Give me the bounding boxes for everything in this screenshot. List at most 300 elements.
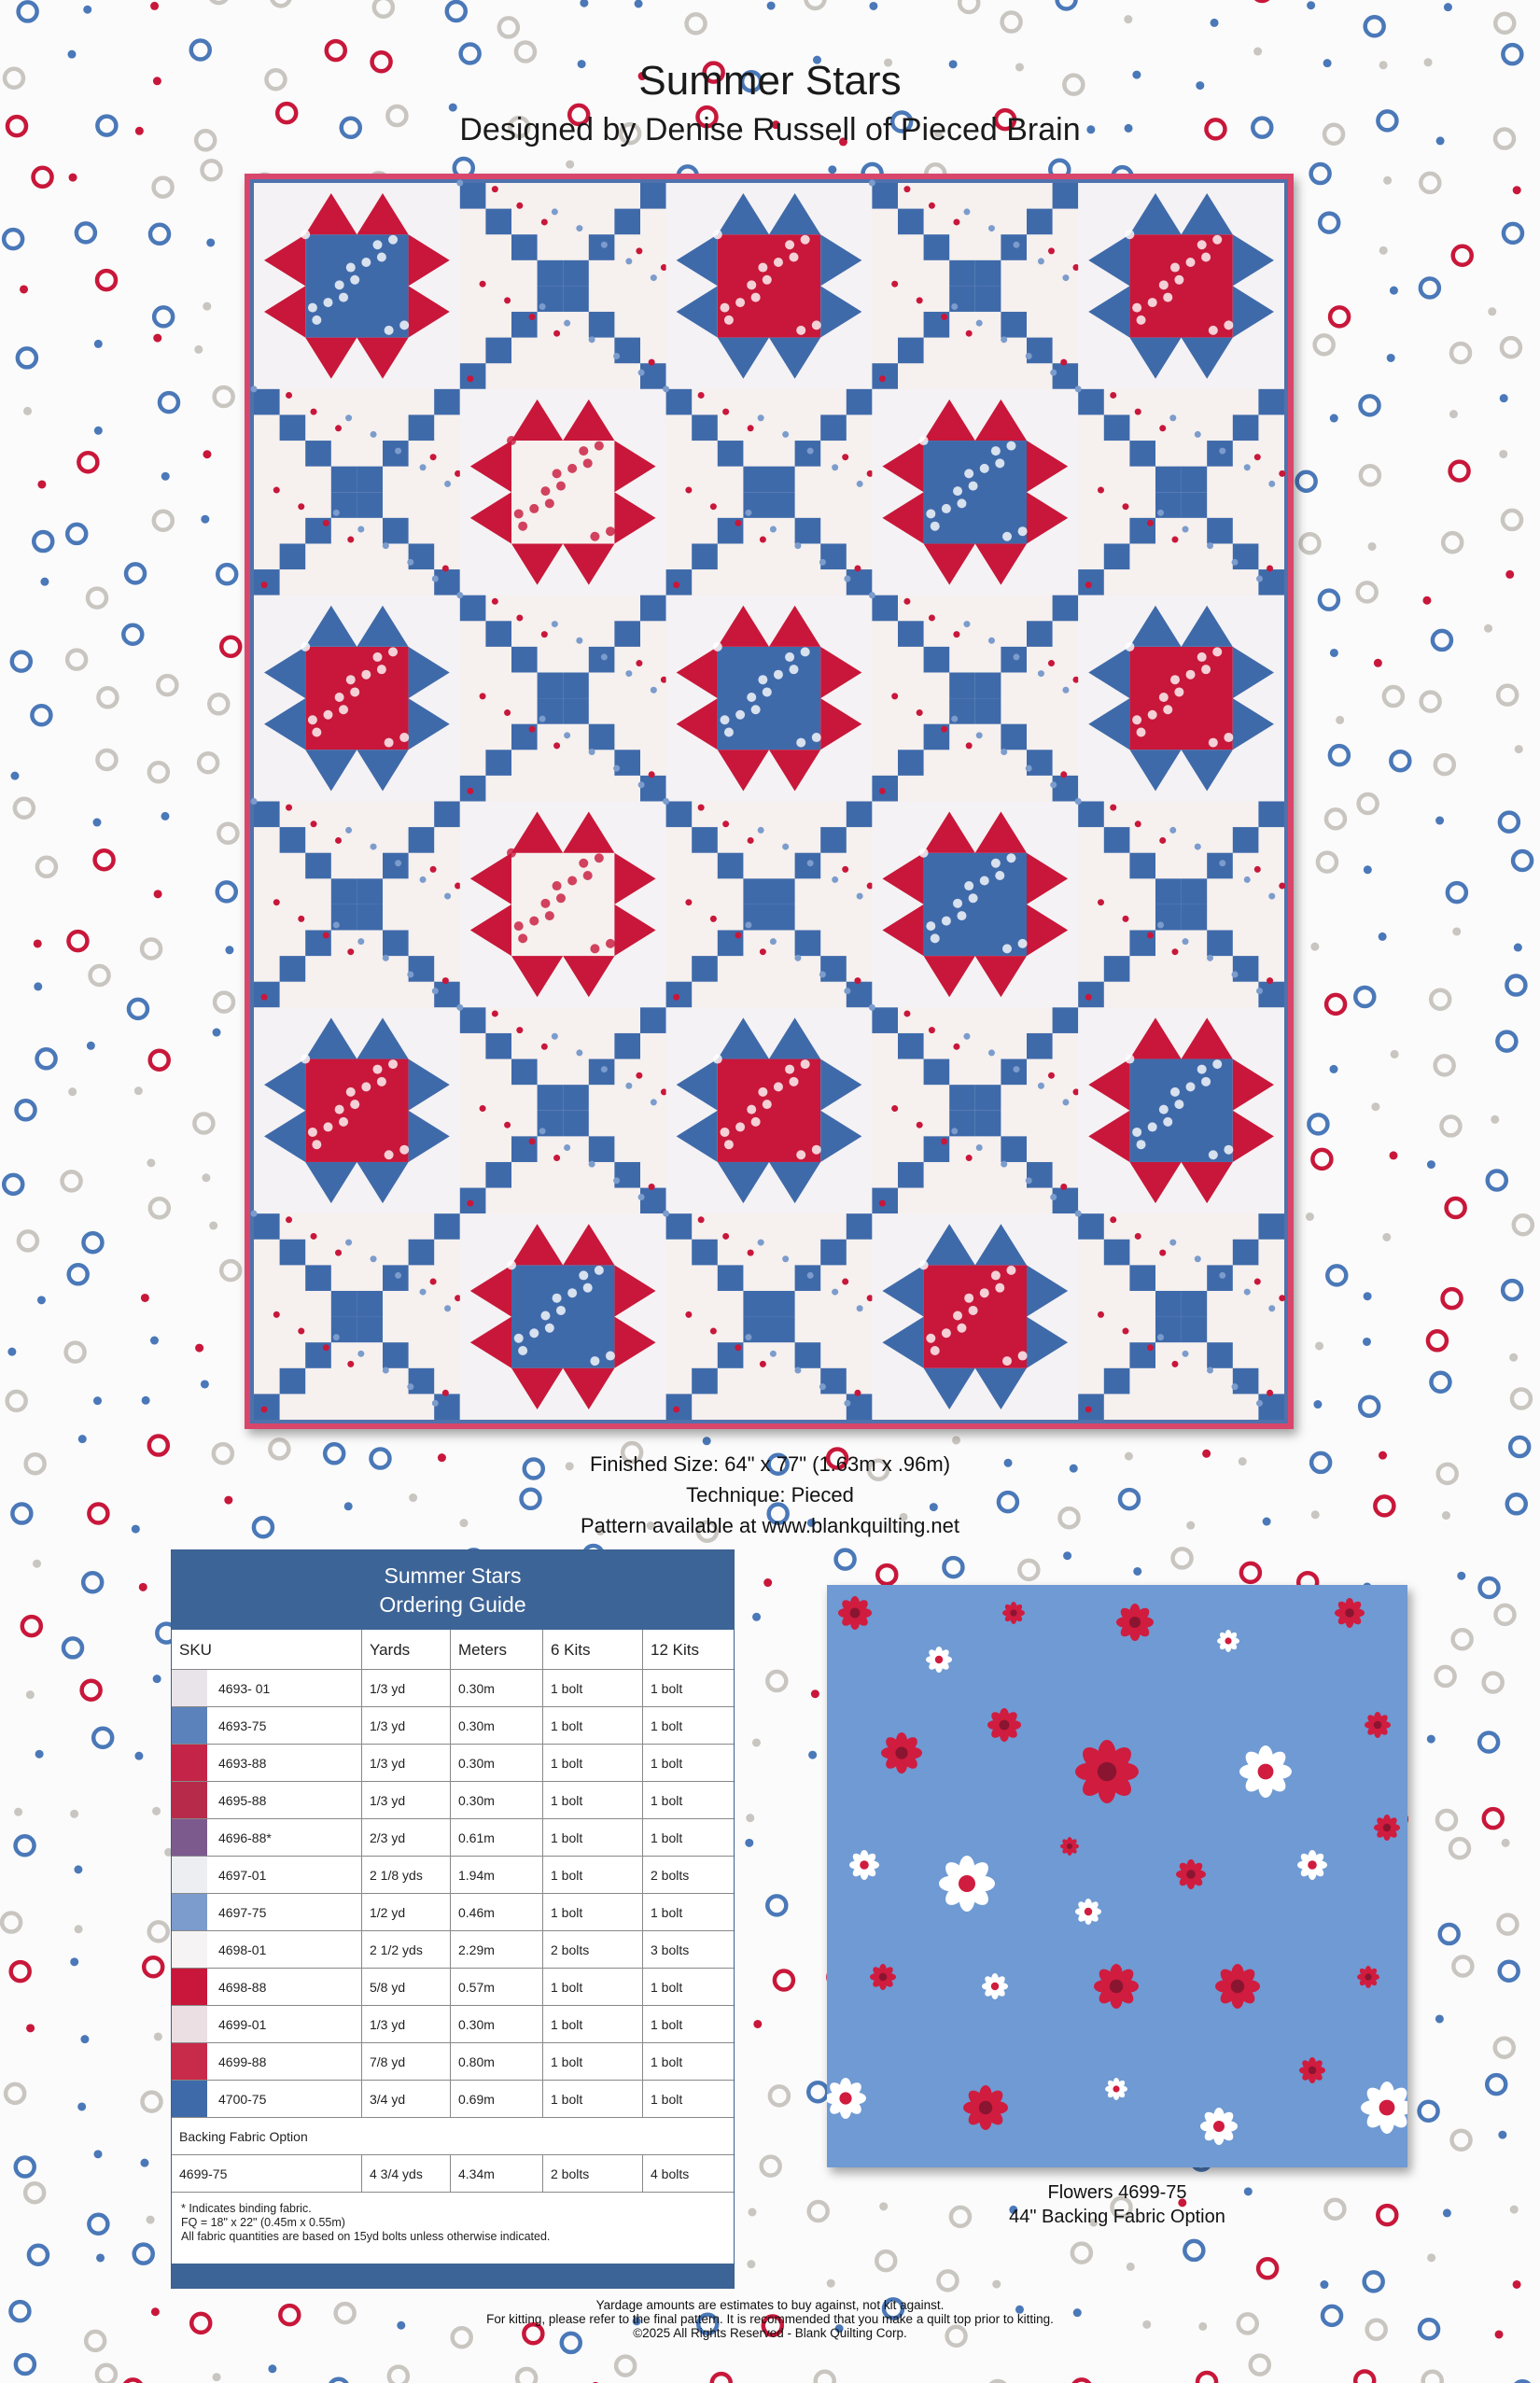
cell-6-kits: 1 bolt xyxy=(543,1894,643,1931)
ring-dot xyxy=(67,651,86,669)
backing-fabric-illustration xyxy=(827,1585,1407,2167)
ring-dot xyxy=(1498,1915,1517,1934)
small-dot xyxy=(153,334,161,343)
chain-square xyxy=(795,1265,821,1291)
chain-square xyxy=(769,467,795,493)
fabric-flower xyxy=(794,955,801,961)
fabric-flower xyxy=(589,336,595,343)
fabric-flower xyxy=(919,1260,929,1269)
fabric-flower xyxy=(1122,916,1128,922)
chain-square xyxy=(820,414,847,441)
ring-dot xyxy=(447,2,466,21)
chain-square xyxy=(409,827,435,853)
fabric-flower xyxy=(758,675,767,684)
fabric-flower xyxy=(1026,353,1032,359)
fabric-swatch xyxy=(172,1782,207,1818)
small-dot xyxy=(201,515,209,524)
fabric-flower xyxy=(1157,922,1164,929)
fabric-flower xyxy=(1050,781,1057,788)
backing-flower xyxy=(1200,2108,1238,2145)
ring-dot xyxy=(1435,1056,1454,1074)
fabric-flower xyxy=(748,1250,754,1256)
sku-text: 4693-75 xyxy=(218,1717,267,1733)
fabric-flower xyxy=(1209,738,1218,748)
chain-square xyxy=(1027,209,1053,235)
fabric-flower xyxy=(1060,1184,1067,1190)
star-block xyxy=(254,183,460,389)
chain-square xyxy=(1258,1213,1284,1240)
fabric-flower xyxy=(606,526,615,536)
fabric-flower xyxy=(1207,1367,1213,1374)
cell-meters: 2.29m xyxy=(451,1931,543,1969)
col-yards: Yards xyxy=(362,1630,451,1670)
fabric-flower xyxy=(812,1145,821,1155)
small-dot xyxy=(150,2,159,10)
fabric-flower xyxy=(1132,1128,1141,1137)
fabric-flower xyxy=(976,732,983,738)
cell-meters: 1.94m xyxy=(451,1857,543,1894)
ring-dot xyxy=(69,1265,88,1283)
ring-dot xyxy=(1184,2241,1203,2260)
fabric-flower xyxy=(529,726,536,733)
fabric-flower xyxy=(1171,537,1178,543)
fabric-flower xyxy=(724,315,734,325)
fabric-flower xyxy=(432,988,439,994)
small-dot xyxy=(154,2032,162,2040)
fabric-flower xyxy=(1050,370,1057,376)
ring-dot xyxy=(142,939,161,958)
fabric-flower xyxy=(1186,258,1196,267)
ring-dot xyxy=(218,824,237,843)
cell-12-kits: 1 bolt xyxy=(643,1670,735,1707)
fabric-flower xyxy=(1013,242,1019,248)
chain-square xyxy=(1027,750,1053,776)
fabric-flower xyxy=(286,392,292,399)
fabric-flower xyxy=(713,230,722,239)
fabric-flower xyxy=(377,1077,386,1086)
cell-yards: 2 1/8 yds xyxy=(362,1857,451,1894)
chain-square xyxy=(280,827,306,853)
ring-dot xyxy=(142,2093,161,2111)
chain-square xyxy=(898,621,924,647)
ring-dot xyxy=(4,230,22,248)
fabric-flower xyxy=(273,899,280,905)
ring-dot xyxy=(63,1638,82,1657)
fabric-flower xyxy=(869,592,875,598)
chain-square xyxy=(254,1394,280,1420)
fabric-flower xyxy=(931,522,940,531)
chain-square xyxy=(975,1085,1001,1111)
small-dot xyxy=(203,302,211,311)
fabric-flower xyxy=(335,837,342,844)
chain-square xyxy=(485,338,511,364)
fabric-flower xyxy=(335,1250,342,1256)
fabric-flower xyxy=(1224,733,1233,742)
fabric-flower xyxy=(361,258,371,267)
fabric-flower xyxy=(1209,1150,1218,1159)
backing-flower xyxy=(1357,1966,1379,1988)
fabric-flower xyxy=(891,281,898,287)
fabric-flower xyxy=(1062,687,1069,694)
fabric-flower xyxy=(312,315,321,325)
fabric-flower xyxy=(842,1279,848,1285)
fabric-flower xyxy=(311,1233,317,1240)
fabric-flower xyxy=(1085,582,1092,588)
fabric-flower xyxy=(372,652,382,662)
fabric-flower xyxy=(745,510,751,516)
small-dot xyxy=(1382,1233,1391,1241)
cell-yards: 1/3 yd xyxy=(362,1782,451,1819)
small-dot xyxy=(1329,1065,1337,1073)
fabric-flower xyxy=(941,726,947,733)
chain-square xyxy=(434,982,460,1008)
fabric-flower xyxy=(514,509,524,518)
chain-square xyxy=(769,1291,795,1317)
fabric-flower xyxy=(388,1059,398,1069)
small-dot xyxy=(161,812,169,820)
ring-dot xyxy=(499,18,518,36)
chain-square xyxy=(1258,1394,1284,1420)
chain-square xyxy=(820,1368,847,1395)
chain-square xyxy=(1258,802,1284,828)
fabric-flower xyxy=(579,1270,588,1280)
fabric-flower xyxy=(1219,860,1225,866)
small-dot xyxy=(1498,2131,1506,2139)
cell-6-kits: 1 bolt xyxy=(543,1707,643,1745)
fabric-flower xyxy=(261,582,268,588)
fabric-flower xyxy=(298,503,304,510)
fabric-flower xyxy=(553,1155,560,1161)
ring-dot xyxy=(1330,746,1349,764)
small-dot xyxy=(93,1396,102,1405)
backing-section-label: Backing Fabric Option xyxy=(172,2118,734,2155)
fabric-flower xyxy=(261,1406,268,1412)
fabric-flower xyxy=(1038,670,1044,677)
fabric-flower xyxy=(1098,1311,1104,1318)
chain-square xyxy=(589,312,615,338)
backing-flower xyxy=(1002,1602,1025,1624)
chain-square xyxy=(1258,982,1284,1008)
chain-square xyxy=(949,672,975,698)
small-dot xyxy=(1457,1572,1465,1580)
fabric-flower xyxy=(638,1194,645,1200)
chain-block xyxy=(251,1211,462,1420)
chain-square xyxy=(924,647,950,673)
ring-dot xyxy=(1360,1397,1379,1416)
fabric-flower xyxy=(1254,454,1261,460)
fabric-flower xyxy=(1110,805,1116,811)
fabric-flower xyxy=(735,932,741,939)
fabric-flower xyxy=(819,559,826,566)
chain-square xyxy=(1001,1136,1027,1162)
cell-12-kits: 1 bolt xyxy=(643,1782,735,1819)
chain-square xyxy=(1104,827,1130,853)
ring-dot xyxy=(712,2374,731,2383)
fabric-flower xyxy=(953,1311,962,1320)
fabric-flower xyxy=(812,320,821,329)
chain-square xyxy=(409,1368,435,1395)
ring-dot xyxy=(1359,794,1378,813)
ring-dot xyxy=(150,1051,169,1070)
fabric-flower xyxy=(539,303,546,310)
fabric-flower xyxy=(917,297,923,303)
backing-flower xyxy=(881,1732,922,1773)
fabric-flower xyxy=(964,881,973,890)
chain-square xyxy=(254,389,280,415)
sku-text: 4696-88* xyxy=(218,1829,272,1845)
fabric-flower xyxy=(903,186,910,192)
fabric-flower xyxy=(579,859,588,868)
star-block xyxy=(666,183,873,389)
ring-dot xyxy=(1514,1215,1533,1234)
fabric-flower xyxy=(929,203,935,209)
ring-dot xyxy=(1384,687,1403,706)
ring-dot xyxy=(1479,1733,1498,1752)
fabric-flower xyxy=(785,652,794,662)
ring-dot xyxy=(98,688,117,707)
fabric-flower xyxy=(1137,728,1146,737)
chain-square xyxy=(666,982,693,1008)
fabric-flower xyxy=(1169,414,1176,421)
fabric-flower xyxy=(713,1055,722,1064)
fabric-flower xyxy=(377,253,386,262)
ring-dot xyxy=(1512,1389,1531,1408)
chain-square xyxy=(357,492,383,518)
fabric-flower xyxy=(698,392,705,399)
chain-square xyxy=(975,260,1001,287)
fabric-flower xyxy=(383,542,389,549)
fabric-flower xyxy=(1125,642,1134,652)
chain-square xyxy=(847,982,873,1008)
ring-dot xyxy=(123,625,142,644)
fabric-flower xyxy=(1135,820,1141,827)
small-dot xyxy=(808,1751,817,1759)
cell-yards: 1/3 yd xyxy=(362,1670,451,1707)
sku-text: 4697-01 xyxy=(218,1867,267,1883)
chain-square xyxy=(1027,621,1053,647)
fabric-flower xyxy=(760,537,766,543)
chain-square xyxy=(357,904,383,931)
ring-dot xyxy=(1484,1809,1503,1828)
col-sku: SKU xyxy=(172,1630,362,1670)
fabric-flower xyxy=(323,1344,329,1351)
backing-flower xyxy=(1217,1630,1239,1652)
chain-square xyxy=(872,363,898,389)
fabric-flower xyxy=(713,642,722,652)
fabric-flower xyxy=(854,565,861,571)
fabric-flower xyxy=(963,621,970,627)
chain-square xyxy=(485,750,511,776)
small-dot xyxy=(154,890,162,898)
chain-square xyxy=(589,1059,615,1086)
fabric-flower xyxy=(625,258,632,264)
small-dot xyxy=(1427,2253,1435,2262)
chain-square xyxy=(254,982,280,1008)
small-dot xyxy=(1364,1292,1372,1300)
cell-meters: 0.30m xyxy=(451,1707,543,1745)
fabric-flower xyxy=(1147,520,1154,526)
fabric-swatch xyxy=(172,1707,207,1744)
fabric-flower xyxy=(903,1010,910,1016)
fabric-flower xyxy=(1195,844,1201,850)
fabric-flower xyxy=(456,180,463,187)
fabric-flower xyxy=(311,409,317,415)
cell-sku xyxy=(172,2081,362,2118)
ring-dot xyxy=(154,512,173,530)
chain-square xyxy=(460,363,486,389)
fabric-flower xyxy=(988,638,995,644)
chain-square xyxy=(485,1162,511,1188)
fabric-flower xyxy=(1170,263,1180,273)
ring-dot xyxy=(1002,13,1021,32)
ordering-guide-header xyxy=(172,1550,734,1630)
chain-square xyxy=(460,1188,486,1214)
ring-dot xyxy=(88,589,106,608)
ordering-guide-footer-bar xyxy=(172,2264,734,2288)
small-dot xyxy=(209,1222,217,1230)
fabric-flower xyxy=(1001,1161,1007,1168)
fabric-flower xyxy=(758,1087,767,1097)
fabric-flower xyxy=(273,1311,280,1318)
fabric-flower xyxy=(745,922,751,929)
ring-dot xyxy=(1420,2102,1438,2121)
backing-flower xyxy=(1297,1850,1327,1880)
fabric-flower xyxy=(514,921,524,931)
fabric-flower xyxy=(770,938,777,945)
fabric-flower xyxy=(567,1288,577,1297)
chain-square xyxy=(485,209,511,235)
small-dot xyxy=(752,1738,761,1746)
cell-sku xyxy=(172,1782,362,1819)
ring-dot xyxy=(1513,851,1532,870)
fabric-flower xyxy=(595,442,604,451)
fabric-flower xyxy=(1085,1406,1092,1412)
small-dot xyxy=(1488,307,1496,315)
ring-dot xyxy=(209,694,228,713)
fabric-flower xyxy=(323,710,332,720)
chain-square xyxy=(614,209,640,235)
small-dot xyxy=(1509,1353,1518,1362)
chain-square xyxy=(718,441,744,467)
ring-dot xyxy=(16,2355,35,2374)
chain-square xyxy=(1104,956,1130,982)
small-dot xyxy=(1484,624,1492,633)
ring-dot xyxy=(129,1000,147,1018)
fabric-flower xyxy=(1062,1099,1069,1105)
small-dot xyxy=(139,1583,147,1591)
fabric-flower xyxy=(541,1044,548,1050)
ring-dot xyxy=(1355,988,1374,1006)
fabric-flower xyxy=(346,263,356,273)
small-dot xyxy=(992,2280,1001,2289)
backing-flower xyxy=(849,1850,879,1880)
ring-dot xyxy=(1173,1549,1192,1567)
cell-12-kits: 1 bolt xyxy=(643,2081,735,2118)
fabric-flower xyxy=(339,293,348,302)
ring-dot xyxy=(19,2,37,21)
small-dot xyxy=(1363,1338,1371,1346)
small-dot xyxy=(828,165,836,174)
ring-dot xyxy=(83,1573,102,1591)
fabric-flower xyxy=(976,1144,983,1151)
fabric-flower xyxy=(995,871,1004,880)
ring-dot xyxy=(1320,214,1338,232)
small-dot xyxy=(1444,3,1452,11)
fabric-flower xyxy=(407,972,413,978)
fabric-flower xyxy=(590,944,599,953)
chain-square xyxy=(1078,1213,1104,1240)
chain-square xyxy=(1155,1291,1182,1317)
small-dot xyxy=(161,472,170,481)
fabric-flower xyxy=(844,988,850,994)
fabric-flower xyxy=(929,1027,935,1033)
chain-square xyxy=(589,647,615,673)
backing-flower xyxy=(870,1964,896,1990)
ring-dot xyxy=(1488,1170,1506,1189)
fabric-flower xyxy=(1201,253,1211,262)
fabric-flower xyxy=(844,1400,850,1407)
ring-dot xyxy=(19,1231,37,1250)
fabric-flower xyxy=(957,1324,966,1333)
fabric-flower xyxy=(735,710,745,720)
small-dot xyxy=(1127,2263,1135,2271)
ring-dot xyxy=(1431,990,1449,1009)
chain-square xyxy=(1207,518,1233,544)
fabric-flower xyxy=(1135,1233,1141,1240)
ring-dot xyxy=(154,307,173,326)
ring-dot xyxy=(1437,1811,1456,1829)
cell-meters: 0.30m xyxy=(451,1670,543,1707)
small-dot xyxy=(1390,287,1398,295)
cell-6-kits: 2 bolts xyxy=(543,2155,643,2193)
fabric-flower xyxy=(1163,1117,1172,1127)
chain-block xyxy=(663,1211,874,1420)
fabric-flower xyxy=(926,509,935,518)
chain-square xyxy=(1001,234,1027,260)
small-dot xyxy=(1515,745,1523,753)
ring-dot xyxy=(1251,2356,1269,2375)
chain-square xyxy=(949,260,975,287)
ring-dot xyxy=(1019,1561,1038,1579)
fabric-flower xyxy=(636,1072,642,1079)
small-dot xyxy=(142,1396,150,1405)
fabric-flower xyxy=(345,1240,352,1246)
fabric-flower xyxy=(1159,280,1169,289)
small-dot xyxy=(1315,1341,1323,1350)
fabric-flower xyxy=(301,230,310,239)
fabric-flower xyxy=(507,436,516,445)
ring-dot xyxy=(82,1681,101,1700)
fabric-flower xyxy=(430,454,437,460)
fabric-flower xyxy=(801,1059,810,1069)
small-dot xyxy=(33,1560,41,1568)
chain-square xyxy=(1001,647,1027,673)
fabric-flower xyxy=(1018,526,1028,536)
small-dot xyxy=(96,2253,105,2262)
fabric-flower xyxy=(1186,670,1196,680)
ring-dot xyxy=(1500,813,1519,832)
technique: Technique: Pieced xyxy=(686,1483,854,1507)
fabric-flower xyxy=(1256,576,1263,582)
cell-12-kits: 1 bolt xyxy=(643,2006,735,2043)
fabric-flower xyxy=(1163,705,1172,714)
chain-square xyxy=(769,492,795,518)
pattern-link[interactable]: Pattern available at www.blankquilting.net xyxy=(580,1514,960,1537)
sku-text: 4698-88 xyxy=(218,1979,267,1995)
cell-12-kits: 1 bolt xyxy=(643,1707,735,1745)
fabric-flower xyxy=(1224,320,1233,329)
small-dot xyxy=(752,1613,761,1621)
